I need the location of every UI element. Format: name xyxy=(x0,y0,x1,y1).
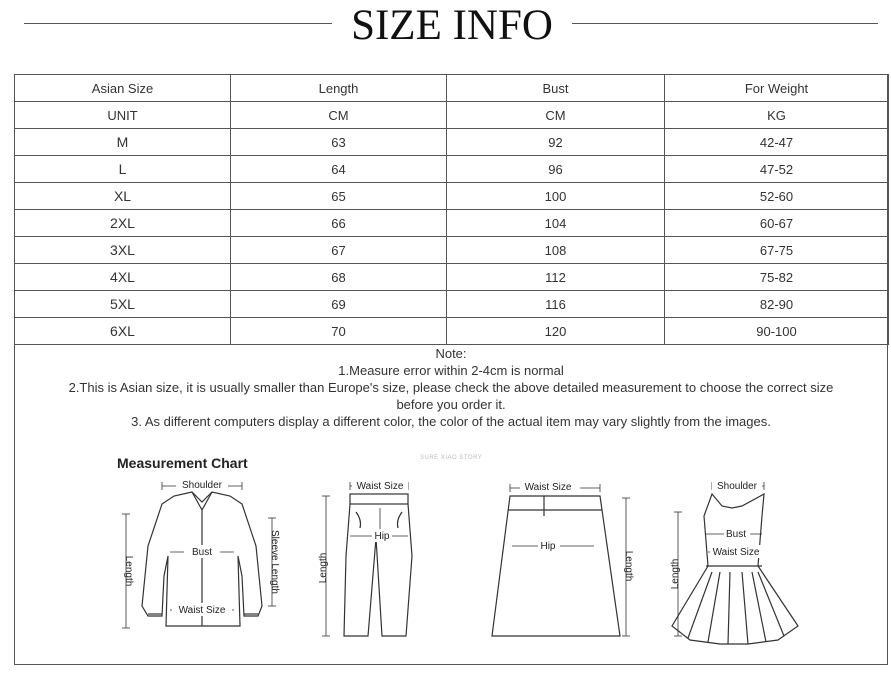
title-row xyxy=(0,0,891,58)
pants-diagram xyxy=(316,476,426,652)
column-header: Length xyxy=(231,75,447,102)
bust-cell: 120 xyxy=(447,318,665,345)
column-header: For Weight xyxy=(665,75,889,102)
shirt-diagram xyxy=(112,476,292,652)
page-title: SIZE INFO xyxy=(351,2,553,49)
note-line-2: 2.This is Asian size, it is usually smaller than Europe's size, please check the above detailed measurement to choose the correct size xyxy=(68,380,834,395)
weight-cell: 90-100 xyxy=(665,318,889,345)
bust-cell: 112 xyxy=(447,264,665,291)
skirt-waist-label: Waist Size xyxy=(524,482,572,493)
column-header: Asian Size xyxy=(15,75,231,102)
length-cell: 64 xyxy=(231,156,447,183)
length-cell: 69 xyxy=(231,291,447,318)
skirt-hip-label: Hip xyxy=(540,541,556,552)
length-cell: 67 xyxy=(231,237,447,264)
weight-cell: 75-82 xyxy=(665,264,889,291)
bust-cell: 116 xyxy=(447,291,665,318)
measurement-chart-title: Measurement Chart xyxy=(117,455,248,471)
table-header-row xyxy=(15,75,889,102)
table-row xyxy=(15,183,889,210)
dress-icon xyxy=(668,476,808,652)
weight-cell: 47-52 xyxy=(665,156,889,183)
pants-icon xyxy=(316,476,426,652)
bust-cell: 104 xyxy=(447,210,665,237)
weight-cell: 42-47 xyxy=(665,129,889,156)
pants-waist-label: Waist Size xyxy=(356,481,404,492)
note-line-2-continued: before you order it. xyxy=(396,397,506,412)
size-cell: 5XL xyxy=(15,291,231,318)
shirt-icon xyxy=(112,476,292,652)
bust-cell: 92 xyxy=(447,129,665,156)
title-divider-left xyxy=(24,23,332,24)
table-row xyxy=(15,129,889,156)
weight-cell: 82-90 xyxy=(665,291,889,318)
size-cell: XL xyxy=(15,183,231,210)
length-cell: 63 xyxy=(231,129,447,156)
size-table xyxy=(14,74,889,345)
skirt-diagram xyxy=(490,476,640,652)
title-divider-right xyxy=(572,23,878,24)
unit-cell: CM xyxy=(447,102,665,129)
dress-length-label: Length xyxy=(670,558,681,590)
note-line-1: 1.Measure error within 2-4cm is normal xyxy=(338,363,564,378)
weight-cell: 60-67 xyxy=(665,210,889,237)
notes-block xyxy=(14,345,888,430)
dress-bust-label: Bust xyxy=(725,529,747,540)
weight-cell: 67-75 xyxy=(665,237,889,264)
table-row xyxy=(15,210,889,237)
skirt-length-label: Length xyxy=(623,550,634,582)
size-cell: 2XL xyxy=(15,210,231,237)
length-cell: 70 xyxy=(231,318,447,345)
length-cell: 66 xyxy=(231,210,447,237)
dress-diagram xyxy=(668,476,808,652)
dress-waist-label: Waist Size xyxy=(712,547,760,558)
pants-length-label: Length xyxy=(318,552,329,584)
dress-shoulder-label: Shoulder xyxy=(716,481,758,492)
size-cell: 4XL xyxy=(15,264,231,291)
table-unit-row xyxy=(15,102,889,129)
note-line-3: 3. As different computers display a different color, the color of the actual item may vary slightly from the images. xyxy=(131,414,771,429)
unit-cell: UNIT xyxy=(15,102,231,129)
unit-cell: CM xyxy=(231,102,447,129)
table-row xyxy=(15,318,889,345)
table-row xyxy=(15,291,889,318)
table-row xyxy=(15,237,889,264)
size-cell: 3XL xyxy=(15,237,231,264)
watermark: SURE XIAO STORY xyxy=(420,455,483,461)
weight-cell: 52-60 xyxy=(665,183,889,210)
size-cell: M xyxy=(15,129,231,156)
column-header: Bust xyxy=(447,75,665,102)
table-row xyxy=(15,156,889,183)
skirt-icon xyxy=(490,476,640,652)
length-cell: 65 xyxy=(231,183,447,210)
bust-cell: 100 xyxy=(447,183,665,210)
size-cell: L xyxy=(15,156,231,183)
table-row xyxy=(15,264,889,291)
unit-cell: KG xyxy=(665,102,889,129)
shirt-bust-label: Bust xyxy=(191,547,213,558)
size-cell: 6XL xyxy=(15,318,231,345)
shirt-sleeve-label: Sleeve Length xyxy=(269,530,280,594)
shirt-waist-label: Waist Size xyxy=(178,605,226,616)
notes-heading: Note: xyxy=(435,346,467,361)
shirt-length-label: Length xyxy=(123,555,134,587)
bust-cell: 108 xyxy=(447,237,665,264)
shirt-shoulder-label: Shoulder xyxy=(181,480,223,491)
bust-cell: 96 xyxy=(447,156,665,183)
length-cell: 68 xyxy=(231,264,447,291)
pants-hip-label: Hip xyxy=(374,531,390,542)
